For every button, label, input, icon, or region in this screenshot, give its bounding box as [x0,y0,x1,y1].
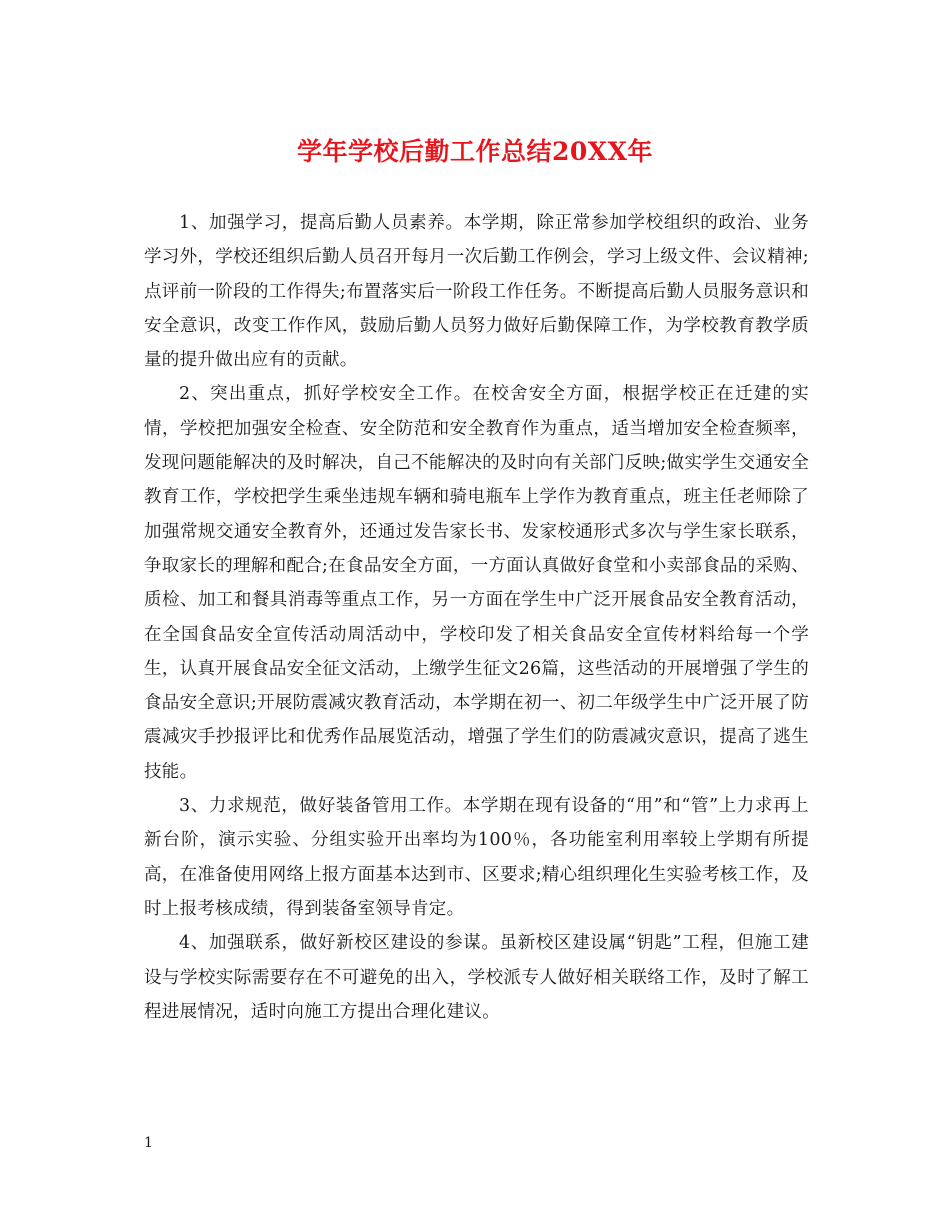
document-title: 学年学校后勤工作总结20XX年 [296,137,654,166]
paragraph-4: 4、加强联系，做好新校区建设的参谋。虽新校区建设属“钥匙”工程，但施工建设与学校实际需要存在不可避免的出入，学校派专人做好相关联络工作，及时了解工程进展情况，适时向施工方提出合理化建议。 [144,933,809,1022]
paragraph-3: 3、力求规范，做好装备管用工作。本学期在现有设备的“用”和“管”上力求再上新台阶，演示实验、分组实验开出率均为100％，各功能室利用率较上学期有所提高，在准备使用网络上报方面基本达到市、区要求;精心组织理化生实验考核工作，及时上报考核成绩，得到装备室领导肯定。 [144,796,809,919]
paragraph-2: 2、突出重点，抓好学校安全工作。在校舍安全方面，根据学校正在迁建的实情，学校把加强安全检查、安全防范和安全教育作为重点，适当增加安全检查频率，发现问题能解决的及时解决，自己不能解决的及时向有关部门反映;做实学生交通安全教育工作，学校把学生乘坐违规车辆和骑电瓶车上学作为教育重点，班主任老师除了加强常规交通安全教育外，还通过发告家长书、发家校通形式多次与学生家长联系，争取家长的理解和配合;在食品安全方面，一方面认真做好食堂和小卖部食品的采购、质检、加工和餐具消毒等重点工作，另一方面在学生中广泛开展食品安全教育活动，在全国食品安全宣传活动周活动中，学校印发了相关食品安全宣传材料给每一个学生，认真开展食品安全征文活动，上缴学生征文26篇，这些活动的开展增强了学生的食品安全意识;开展防震减灾教育活动，本学期在初一、初二年级学生中广泛开展了防震减灾手抄报评比和优秀作品展览活动，增强了学生们的防震减灾意识，提高了逃生技能。 [144,384,809,782]
page-number: 1 [144,1135,153,1151]
paragraph-1: 1、加强学习，提高后勤人员素养。本学期，除正常参加学校组织的政治、业务学习外，学校还组织后勤人员召开每月一次后勤工作例会，学习上级文件、会议精神;点评前一阶段的工作得失;布置落实后一阶段工作任务。不断提高后勤人员服务意识和安全意识，改变工作作风，鼓励后勤人员努力做好后勤保障工作，为学校教育教学质量的提升做出应有的贡献。 [144,213,809,371]
document-body [144,206,809,1029]
